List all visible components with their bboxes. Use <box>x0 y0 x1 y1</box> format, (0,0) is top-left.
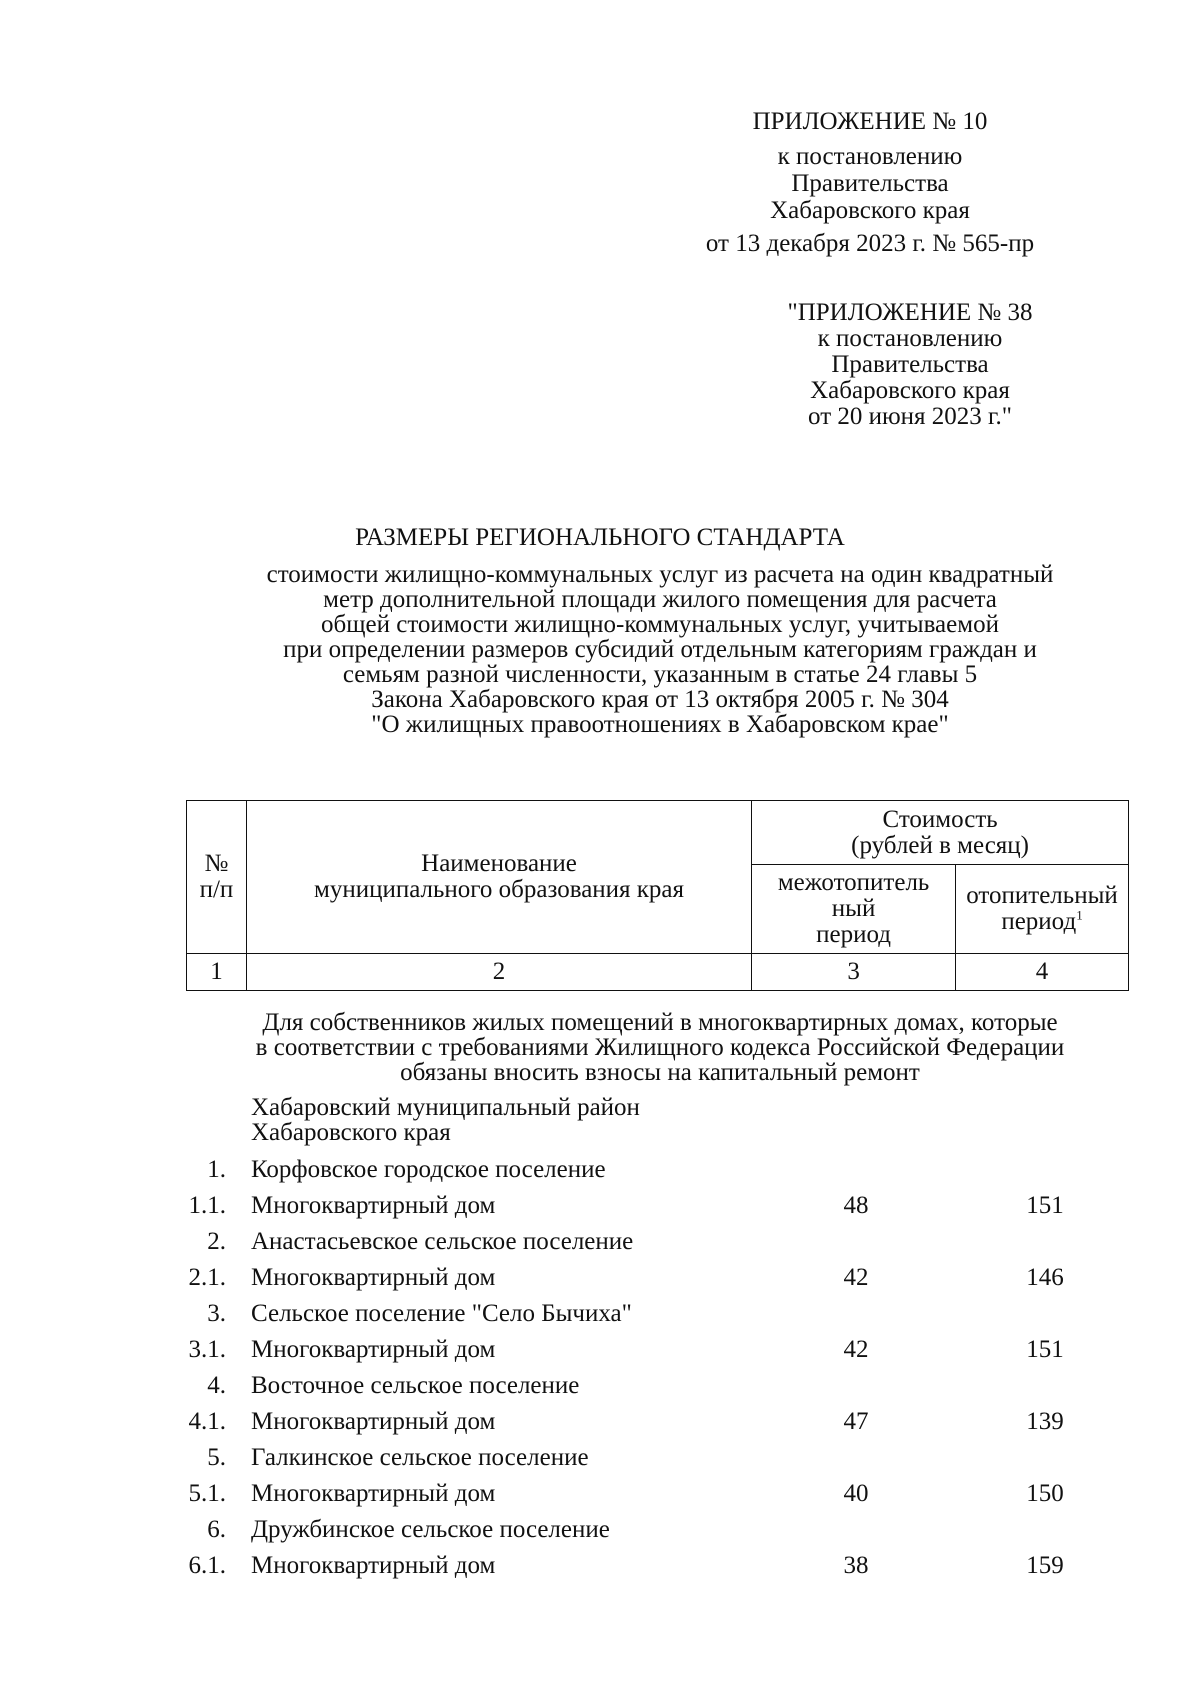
row-name: Многоквартирный дом <box>251 1480 496 1507</box>
footnote-marker: 1 <box>1076 907 1083 923</box>
header-name-label: Наименование <box>421 850 577 877</box>
row-non-heating-value: 42 <box>843 1264 869 1291</box>
quoted-appendix-date: от 20 июня 2023 г." <box>808 403 1012 430</box>
header-heating-label: отопительный <box>966 882 1118 909</box>
appendix-line: Хабаровского края <box>770 197 970 224</box>
row-name: Многоквартирный дом <box>251 1264 496 1291</box>
header-heating-cell <box>956 865 1129 954</box>
header-non-heating-cell <box>752 865 956 954</box>
region-row <box>0 1095 1200 1155</box>
row-number: 6.1. <box>188 1552 226 1579</box>
header-non-heating-label: период <box>816 921 891 948</box>
table-row <box>0 1551 1200 1587</box>
table-row <box>0 1515 1200 1551</box>
table-row <box>0 1371 1200 1407</box>
row-number: 4.1. <box>188 1408 226 1435</box>
row-name: Дружбинское сельское поселение <box>251 1516 610 1543</box>
header-non-heating-label: межотопитель <box>777 869 930 896</box>
header-cost-label: Стоимость <box>882 805 998 833</box>
row-number: 2.1. <box>188 1264 226 1291</box>
row-number: 5. <box>207 1444 226 1471</box>
section-line: обязаны вносить взносы на капитальный ремонт <box>400 1059 920 1086</box>
table-row <box>0 1443 1200 1479</box>
quoted-appendix-line: к постановлению <box>817 325 1003 352</box>
appendix-title: ПРИЛОЖЕНИЕ № 10 <box>752 108 988 135</box>
row-number: 5.1. <box>188 1480 226 1507</box>
header-cost-label: (рублей в месяц) <box>851 831 1029 859</box>
subheading-line: семьям разной численности, указанным в статье 24 главы 5 <box>342 661 978 688</box>
row-number: 1.1. <box>188 1192 226 1219</box>
row-name: Сельское поселение "Село Бычиха" <box>251 1300 632 1327</box>
column-number-2: 2 <box>246 954 751 991</box>
row-non-heating-value: 40 <box>843 1480 869 1507</box>
table-row <box>0 1227 1200 1263</box>
row-number: 3. <box>207 1300 226 1327</box>
subheading-line: стоимости жилищно-коммунальных услуг из расчета на один квадратный <box>266 561 1054 588</box>
column-number-3: 3 <box>752 954 956 991</box>
quoted-appendix-line: Хабаровского края <box>810 377 1010 404</box>
row-number: 3.1. <box>188 1336 226 1363</box>
row-name: Многоквартирный дом <box>251 1192 496 1219</box>
document-heading: РАЗМЕРЫ РЕГИОНАЛЬНОГО СТАНДАРТА <box>355 524 845 551</box>
row-heating-value: 151 <box>1026 1336 1064 1363</box>
table-header <box>186 800 1129 991</box>
subheading-line: общей стоимости жилищно-коммунальных услуг, учитываемой <box>321 611 999 638</box>
header-number-label: п/п <box>199 876 234 903</box>
row-number: 6. <box>207 1516 226 1543</box>
appendix-date: от 13 декабря 2023 г. № 565-пр <box>705 230 1035 257</box>
table-row <box>0 1263 1200 1299</box>
row-list <box>0 1155 1200 1587</box>
subheading-line: "О жилищных правоотношениях в Хабаровском крае" <box>371 711 949 738</box>
row-name: Корфовское городское поселение <box>251 1156 606 1183</box>
row-name: Многоквартирный дом <box>251 1336 496 1363</box>
header-heating-label <box>956 909 1128 935</box>
appendix-line: Правительства <box>791 170 949 197</box>
subheading-line: при определении размеров субсидий отдельным категориям граждан и <box>283 636 1037 663</box>
row-name: Многоквартирный дом <box>251 1552 496 1579</box>
row-non-heating-value: 47 <box>843 1408 869 1435</box>
row-number: 1. <box>207 1156 226 1183</box>
row-name: Многоквартирный дом <box>251 1408 496 1435</box>
header-number-cell <box>187 801 247 954</box>
column-number-4: 4 <box>956 954 1129 991</box>
subheading-line: Закона Хабаровского края от 13 октября 2005 г. № 304 <box>371 686 949 713</box>
row-heating-value: 151 <box>1026 1192 1064 1219</box>
header-number-label: № <box>204 850 229 877</box>
header-name-cell <box>246 801 751 954</box>
table-row <box>0 1299 1200 1335</box>
table-row <box>0 1479 1200 1515</box>
header-cost-cell <box>752 801 1129 865</box>
document-subheading <box>160 562 1160 737</box>
header-name-label: муниципального образования края <box>314 876 685 903</box>
row-name: Галкинское сельское поселение <box>251 1444 589 1471</box>
row-heating-value: 159 <box>1026 1552 1064 1579</box>
subheading-line: метр дополнительной площади жилого помещения для расчета <box>323 586 997 613</box>
quoted-appendix-line: Правительства <box>831 351 989 378</box>
table-row <box>0 1407 1200 1443</box>
section-line: Для собственников жилых помещений в многоквартирных домах, которые <box>262 1009 1058 1036</box>
appendix-block <box>700 108 1040 257</box>
section-title <box>180 1010 1140 1085</box>
row-number: 2. <box>207 1228 226 1255</box>
row-heating-value: 139 <box>1026 1408 1064 1435</box>
header-heating-period: период <box>1001 908 1077 935</box>
quoted-appendix-title: "ПРИЛОЖЕНИЕ № 38 <box>787 299 1033 326</box>
table-body <box>0 1095 1200 1587</box>
row-name: Восточное сельское поселение <box>251 1372 580 1399</box>
row-non-heating-value: 38 <box>843 1552 869 1579</box>
row-heating-value: 146 <box>1026 1264 1064 1291</box>
table-row <box>0 1155 1200 1191</box>
row-non-heating-value: 48 <box>843 1192 869 1219</box>
table-row <box>0 1191 1200 1227</box>
appendix-line: к постановлению <box>777 143 963 170</box>
row-name: Анастасьевское сельское поселение <box>251 1228 634 1255</box>
column-number-1: 1 <box>187 954 247 991</box>
row-number: 4. <box>207 1372 226 1399</box>
region-name-line: Хабаровского края <box>251 1119 451 1146</box>
region-name <box>251 1095 811 1145</box>
header-non-heating-label: ный <box>831 895 876 922</box>
table-row <box>0 1335 1200 1371</box>
row-heating-value: 150 <box>1026 1480 1064 1507</box>
row-non-heating-value: 42 <box>843 1336 869 1363</box>
quoted-appendix-block <box>760 300 1060 430</box>
region-name-line: Хабаровский муниципальный район <box>251 1094 640 1121</box>
section-line: в соответствии с требованиями Жилищного кодекса Российской Федерации <box>255 1034 1065 1061</box>
